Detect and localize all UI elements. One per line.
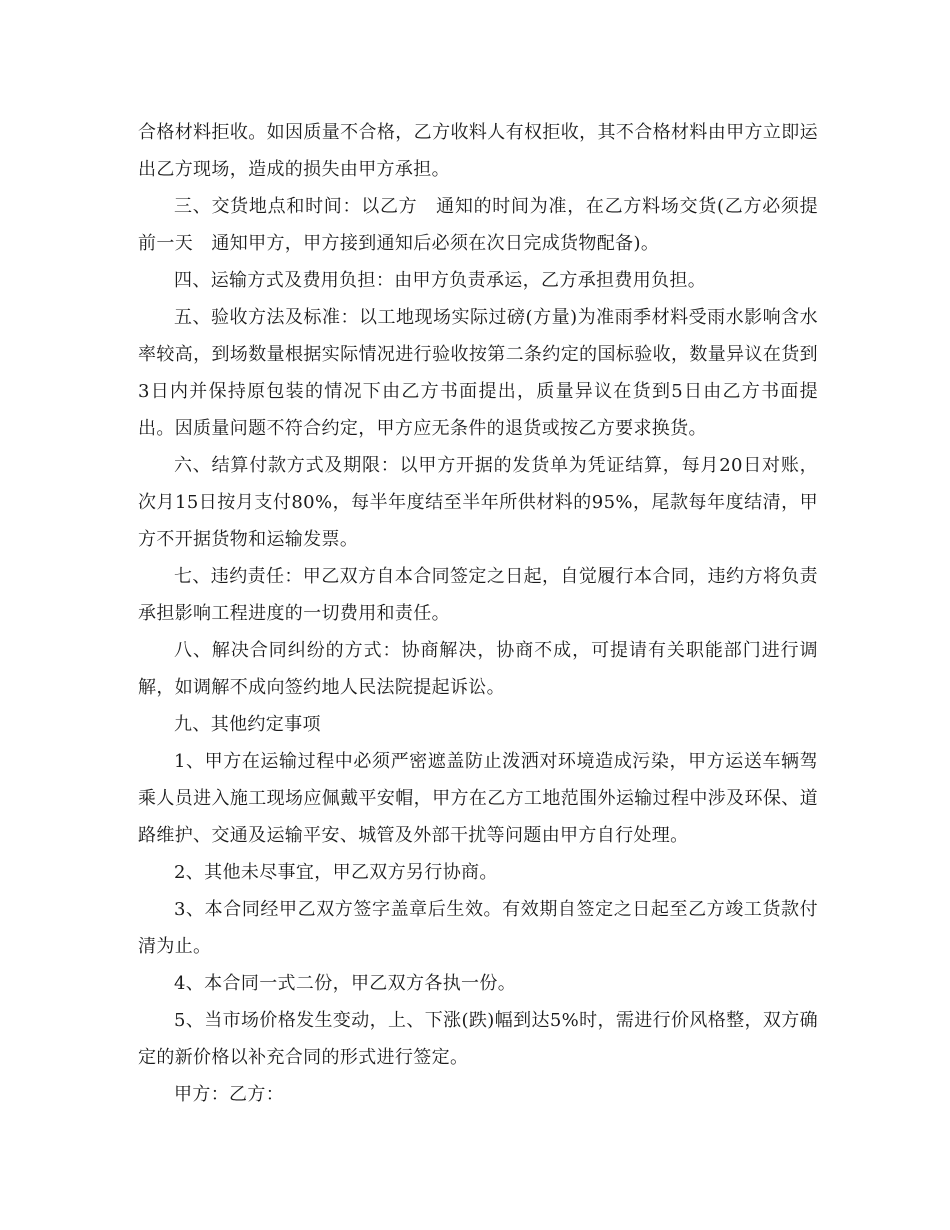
paragraph-term-5: 5、当市场价格发生变动，上、下涨(跌)幅到达5%时，需进行价风格整，双方确定的新价格以补充合同的形式进行签定。 [138, 1010, 818, 1068]
signature-line: 甲方：乙方： [174, 1084, 285, 1105]
paragraph-delivery-place-time: 三、交货地点和时间：以乙方 通知的时间为准，在乙方料场交货(乙方必须提前一天 通知甲方，甲方接到通知后必须在次日完成货物配备)。 [138, 196, 818, 254]
paragraph-settlement-payment: 六、结算付款方式及期限：以甲方开据的发货单为凭证结算，每月20日对账，次月15日按月支付80%，每半年度结至半年所供材料的95%，尾款每年度结清，甲方不开据货物和运输发票。 [138, 455, 818, 550]
paragraph-term-3: 3、本合同经甲乙双方签字盖章后生效。有效期自签定之日起至乙方竣工货款付清为止。 [138, 899, 818, 957]
paragraph-inspection-standard: 五、验收方法及标准：以工地现场实际过磅(方量)为准雨季材料受雨水影响含水率较高，到场数量根据实际情况进行验收按第二条约定的国标验收，数量异议在货到3日内并保持原包装的情况下由乙方书面提出，质量异议在货到5日由乙方书面提出。因质量问题不符合约定，甲方应无条件的退货或按乙方要求换货。 [138, 307, 818, 439]
paragraph-term-1: 1、甲方在运输过程中必须严密遮盖防止泼洒对环境造成污染，甲方运送车辆驾乘人员进入施工现场应佩戴平安帽，甲方在乙方工地范围外运输过程中涉及环保、道路维护、交通及运输平安、城管及外部干扰等问题由甲方自行处理。 [138, 751, 818, 846]
paragraph-breach-liability: 七、违约责任：甲乙双方自本合同签定之日起，自觉履行本合同，违约方将负责承担影响工程进度的一切费用和责任。 [138, 566, 818, 624]
paragraph-term-4: 4、本合同一式二份，甲乙双方各执一份。 [174, 973, 517, 994]
paragraph-term-2: 2、其他未尽事宜，甲乙双方另行协商。 [174, 862, 498, 883]
paragraph-other-terms-heading: 九、其他约定事项 [174, 714, 321, 735]
paragraph-continuation: 合格材料拒收。如因质量不合格，乙方收料人有权拒收，其不合格材料由甲方立即运出乙方现场，造成的损失由甲方承担。 [138, 122, 818, 180]
paragraph-dispute-resolution: 八、解决合同纠纷的方式：协商解决，协商不成，可提请有关职能部门进行调解，如调解不成向签约地人民法院提起诉讼。 [138, 640, 818, 698]
document-body [138, 114, 818, 1113]
paragraph-transport-cost: 四、运输方式及费用负担：由甲方负责承运，乙方承担费用负担。 [174, 270, 707, 291]
